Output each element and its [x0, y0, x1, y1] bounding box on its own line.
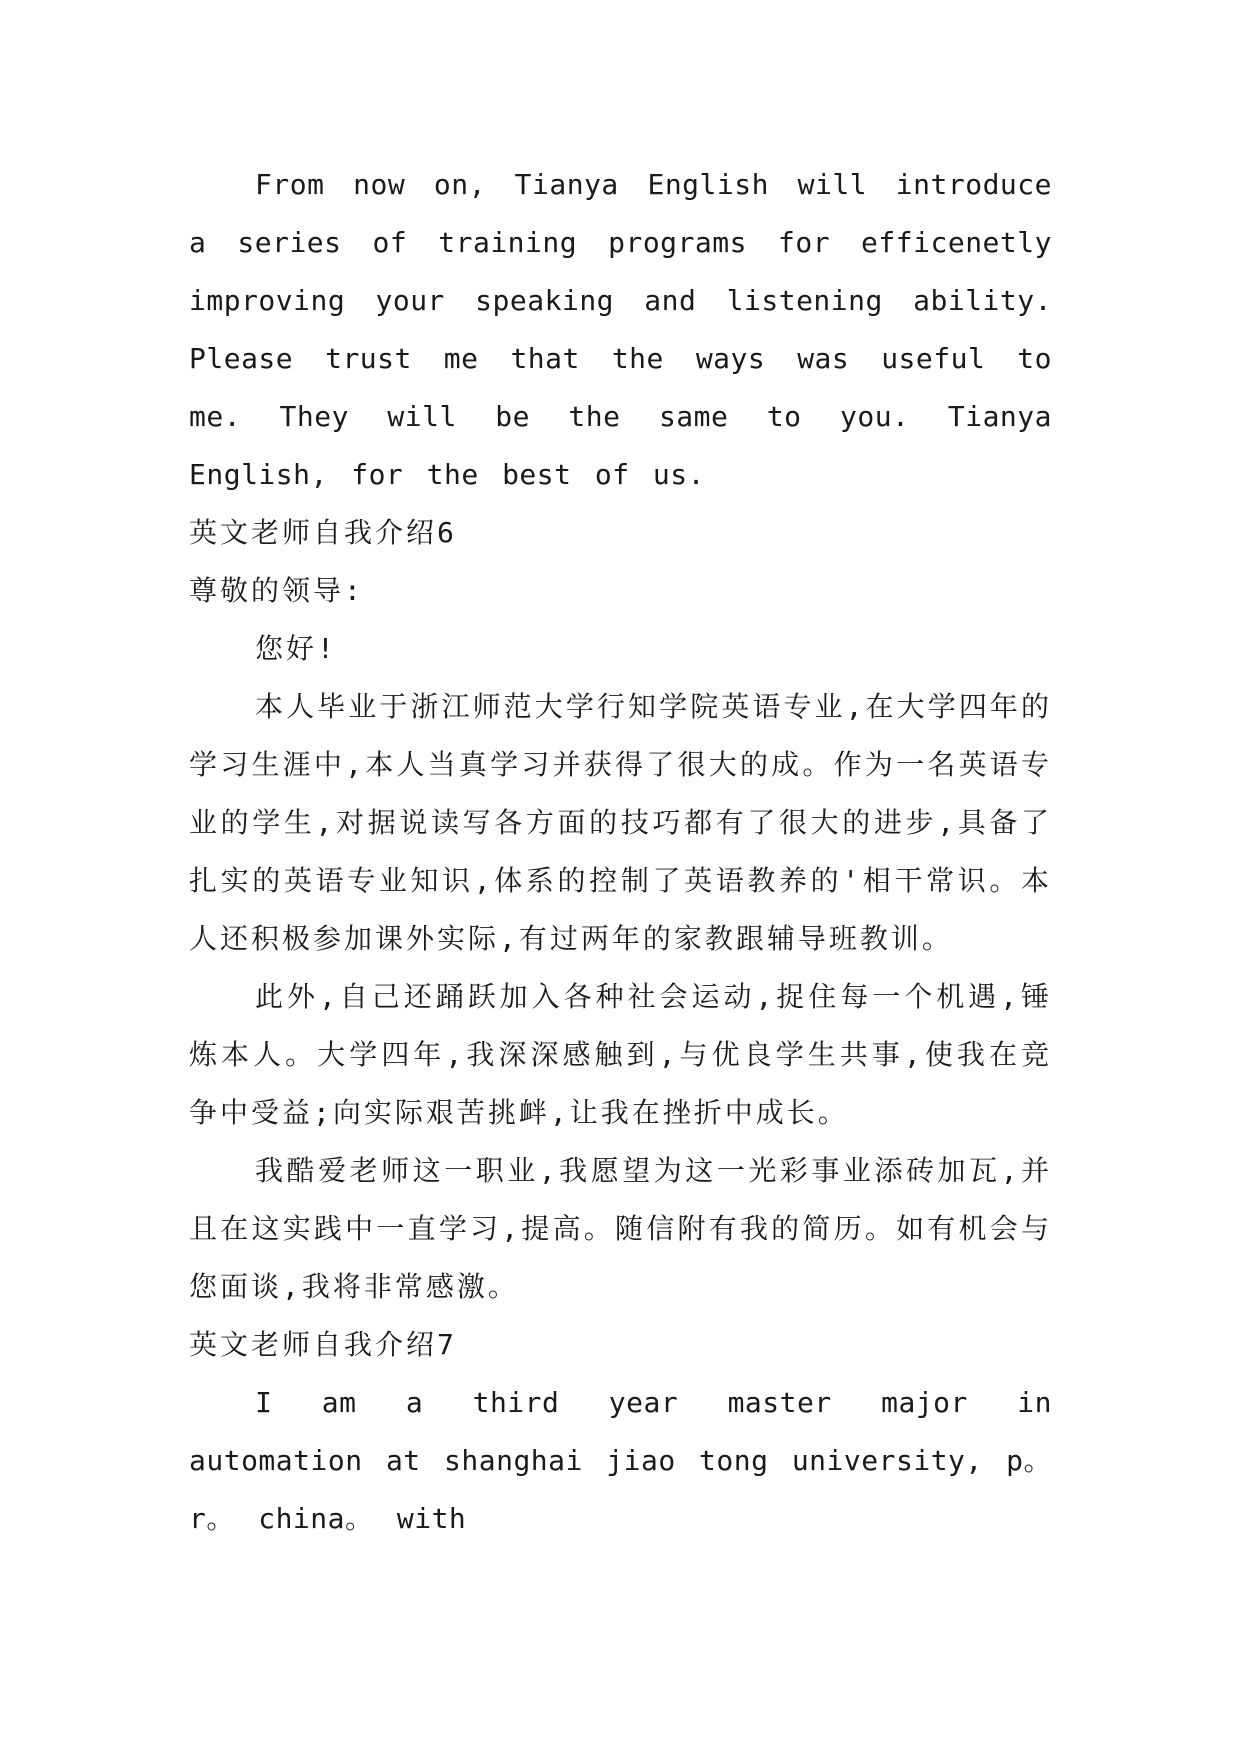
greeting: 您好! [255, 632, 337, 665]
salutation: 尊敬的领导: [189, 574, 364, 607]
intro-paragraph: From now on, Tianya English will introduce a series of training programs for efficenetly improving your speaking and listening ability. Please trust me that the ways was useful to me. They will be the same to you. Tianya English, for the best of us. [189, 168, 1052, 491]
body-paragraph-3: 我酷爱老师这一职业,我愿望为这一光彩事业添砖加瓦,并且在这实践中一直学习,提高。随信附有我的简历。如有机会与您面谈,我将非常感激。 [189, 1154, 1052, 1303]
section-heading-6: 英文老师自我介绍6 [189, 516, 457, 549]
body-paragraph-2: 此外,自己还踊跃加入各种社会运动,捉住每一个机遇,锤炼本人。大学四年,我深深感触到,与优良学生共事,使我在竞争中受益;向实际艰苦挑衅,让我在挫折中成长。 [189, 980, 1052, 1129]
section-heading-7: 英文老师自我介绍7 [189, 1328, 457, 1361]
body-paragraph-4: I am a third year master major in automation at shanghai jiao tong university, p。 r。 china。 with [189, 1386, 1052, 1535]
document-page [189, 156, 1052, 1548]
body-paragraph-1: 本人毕业于浙江师范大学行知学院英语专业,在大学四年的学习生涯中,本人当真学习并获得了很大的成。作为一名英语专业的学生,对据说读写各方面的技巧都有了很大的进步,具备了扎实的英语专业知识,体系的控制了英语教养的'相干常识。本人还积极参加课外实际,有过两年的家教跟辅导班教训。 [189, 690, 1052, 955]
